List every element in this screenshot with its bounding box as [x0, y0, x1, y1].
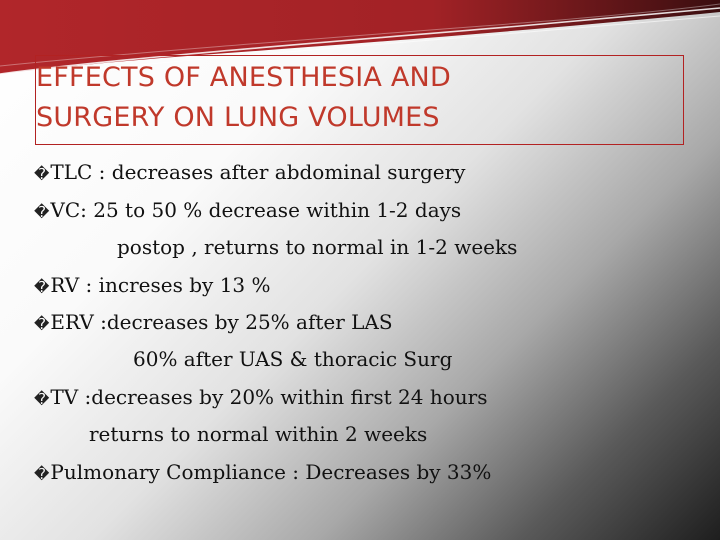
bullet-item-tv [34, 384, 487, 412]
continuation-text: returns to normal within 2 weeks [89, 422, 428, 446]
continuation-text: 60% after UAS & thoracic Surg [133, 347, 453, 371]
continuation-text: postop , returns to normal in 1-2 weeks [117, 235, 518, 259]
bullet-marker-icon: � [34, 278, 50, 296]
continuation-line-erv [133, 346, 452, 372]
title-line-1: EFFECTS OF ANESTHESIA AND [36, 62, 451, 93]
continuation-line-tv [89, 421, 427, 447]
bullet-item-rv [34, 272, 271, 300]
bullet-text: VC: 25 to 50 % decrease within 1-2 days [50, 198, 462, 222]
bullet-marker-icon: � [34, 315, 50, 333]
bullet-text: RV : increses by 13 % [50, 273, 271, 297]
bullet-item-vc [34, 197, 461, 225]
bullet-marker-icon: � [34, 203, 50, 221]
bullet-item-compliance [34, 459, 491, 487]
bullet-text: ERV :decreases by 25% after LAS [50, 310, 393, 334]
bullet-marker-icon: � [34, 165, 50, 183]
bullet-text: TV :decreases by 20% within first 24 hours [50, 385, 488, 409]
title-line-2: SURGERY ON LUNG VOLUMES [36, 102, 440, 133]
bullet-item-tlc [34, 159, 465, 187]
bullet-text: Pulmonary Compliance : Decreases by 33% [50, 460, 492, 484]
bullet-marker-icon: � [34, 390, 50, 408]
bullet-text: TLC : decreases after abdominal surgery [50, 160, 466, 184]
bullet-item-erv [34, 309, 393, 337]
continuation-line-vc [117, 234, 517, 260]
bullet-marker-icon: � [34, 465, 50, 483]
